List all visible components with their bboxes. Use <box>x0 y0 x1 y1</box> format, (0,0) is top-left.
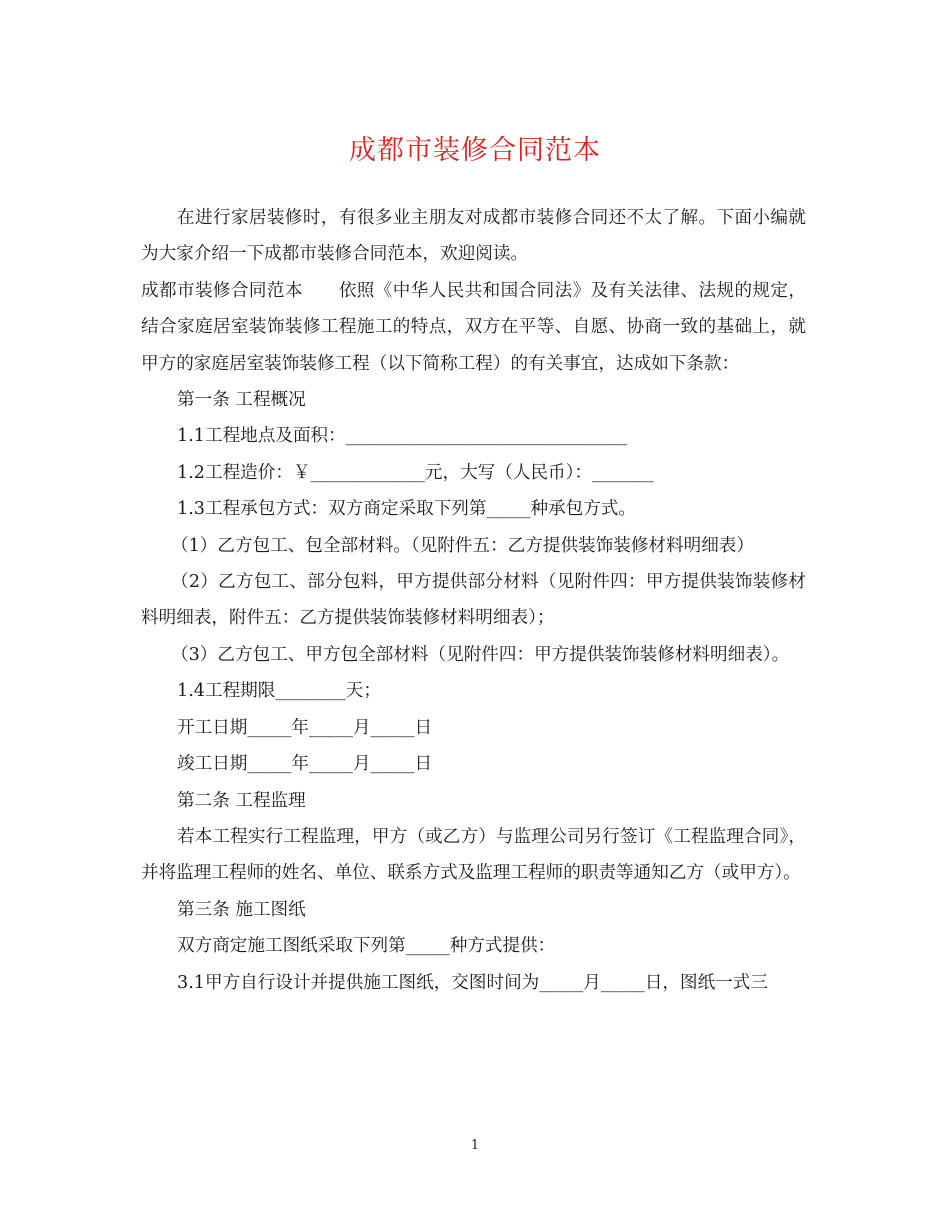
paragraph-clause-1-1: 1.1工程地点及面积：________________________________ <box>177 426 628 447</box>
paragraph-option-3: （3）乙方包工、甲方包全部材料（见附件四：甲方提供装饰装修材料明细表）。 <box>171 644 790 665</box>
paragraph-option-2: （2）乙方包工、部分包料，甲方提供部分材料（见附件四：甲方提供装饰装修材料明细表，附件五：乙方提供装饰装修材料明细表）； <box>141 572 806 629</box>
paragraph-article-2: 第二条 工程监理 <box>177 790 306 811</box>
paragraph-option-1: （1）乙方包工、包全部材料。（见附件五：乙方提供装饰装修材料明细表） <box>171 535 754 556</box>
paragraph-article-3: 第三条 施工图纸 <box>177 899 306 920</box>
paragraph-article-1: 第一条 工程概况 <box>177 390 306 411</box>
paragraph-start-date: 开工日期_____年_____月_____日 <box>177 717 433 738</box>
page-number: 1 <box>470 1138 480 1153</box>
paragraph-preamble: 成都市装修合同范本 依照《中华人民共和国合同法》及有关法律、法规的规定，结合家庭居室装饰装修工程施工的特点，双方在平等、自愿、协商一致的基础上，就甲方的家庭居室装饰装修工程（以下简称工程）的有关事宜，达成如下条款： <box>141 280 806 374</box>
paragraph-article-3-body: 双方商定施工图纸采取下列第_____种方式提供： <box>177 936 556 957</box>
document-title: 成都市装修合同范本 <box>349 135 601 166</box>
paragraph-clause-1-4: 1.4工程期限________天； <box>177 681 381 702</box>
paragraph-clause-1-3: 1.3工程承包方式：双方商定采取下列第_____种承包方式。 <box>177 499 637 520</box>
paragraph-end-date: 竣工日期_____年_____月_____日 <box>177 754 433 775</box>
paragraph-intro: 在进行家居装修时，有很多业主朋友对成都市装修合同还不太了解。下面小编就为大家介绍一下成都市装修合同范本，欢迎阅读。 <box>141 208 806 265</box>
paragraph-clause-3-1: 3.1甲方自行设计并提供施工图纸，交图时间为_____月_____日，图纸一式三 <box>177 972 768 993</box>
paragraph-article-2-body: 若本工程实行工程监理，甲方（或乙方）与监理公司另行签订《工程监理合同》，并将监理工程师的姓名、单位、联系方式及监理工程师的职责等通知乙方（或甲方）。 <box>141 826 806 884</box>
document-body <box>141 200 806 1001</box>
paragraph-clause-1-2: 1.2工程造价：￥_____________元，大写（人民币）：_______ <box>177 462 654 483</box>
